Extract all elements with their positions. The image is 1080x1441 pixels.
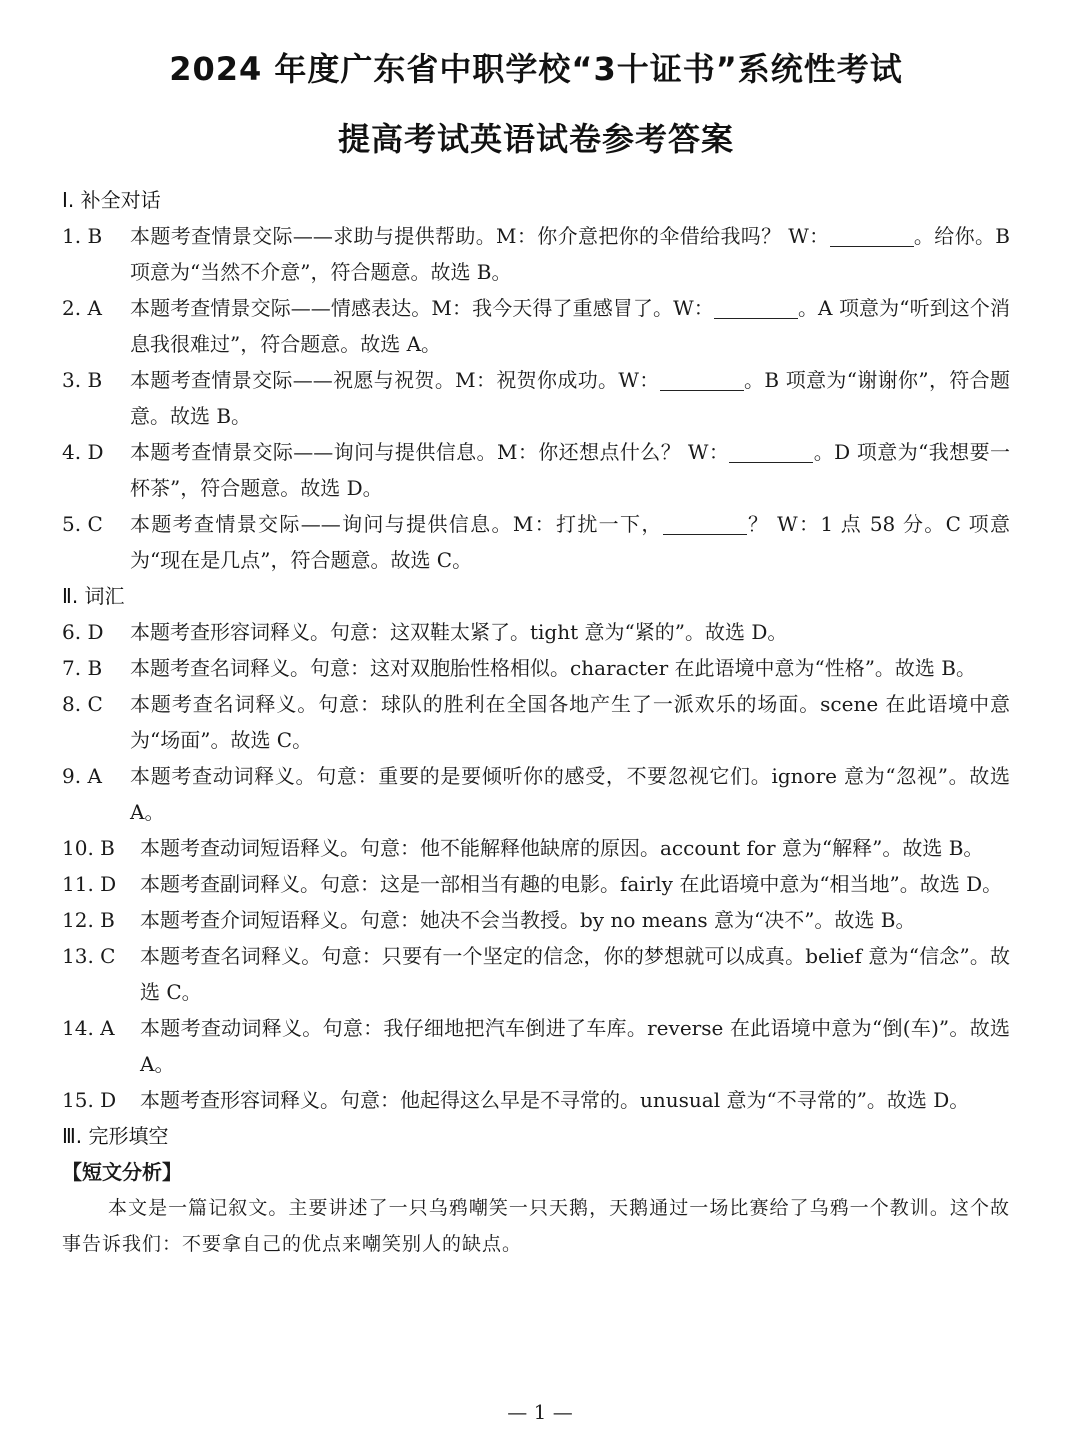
answer-text: 本题考查副词释义。句意：这是一部相当有趣的电影。fairly 在此语境中意为“相当地”。故选 D。 [140,872,1003,896]
answer-number: 2. A [62,296,102,320]
answer-number: 4. D [62,440,104,464]
section-heading-cloze: Ⅲ. 完形填空 [62,1124,169,1148]
answer-number: 6. D [62,620,104,644]
answer-text: 本题考查动词释义。句意：我仔细地把汽车倒进了车库。reverse 在此语境中意为“倒(车)”。故选 A。 [140,1016,1010,1076]
answer-text: 本题考查情景交际——情感表达。M：我今天得了重感冒了。W： [130,296,714,320]
answer-text: 本题考查形容词释义。句意：这双鞋太紧了。tight 意为“紧的”。故选 D。 [130,620,788,644]
answer-text: 本题考查情景交际——求助与提供帮助。M：你介意把你的伞借给我吗？ W： [130,224,830,248]
answer-number: 1. B [62,224,103,248]
answer-item-13 [62,938,1010,1010]
answer-text-cont: 。A 项意为“听到这个消息我很难过”，符合题意。故选 A。 [130,296,1010,356]
answer-item-5 [62,506,1010,578]
answer-item-10 [62,830,1010,866]
fill-blank [660,370,744,391]
dialogue-answers [62,218,1010,578]
answer-text: 本题考查名词释义。句意：这对双胞胎性格相似。character 在此语境中意为“性格”。故选 B。 [130,656,976,680]
answer-text: 本题考查形容词释义。句意：他起得这么早是不寻常的。unusual 意为“不寻常的”。故选 D。 [140,1088,970,1112]
section-heading-vocabulary: Ⅱ. 词汇 [62,584,125,608]
answer-item-2 [62,290,1010,362]
answer-number: 15. D [62,1088,117,1112]
answer-text-cont: ？ W：1 点 58 分。C 项意为“现在是几点”，符合题意。故选 C。 [130,512,1010,572]
answer-number: 9. A [62,764,102,788]
answer-text: 本题考查名词释义。句意：只要有一个坚定的信念，你的梦想就可以成真。belief 意为“信念”。故选 C。 [140,944,1010,1004]
answer-item-12 [62,902,1010,938]
answer-item-3 [62,362,1010,434]
document-title-line1: 2024 年度广东省中职学校“3十证书”系统性考试 [169,50,903,88]
answer-item-15 [62,1082,1010,1118]
page-number: — 1 — [507,1400,573,1424]
answer-number: 13. C [62,944,116,968]
answer-text: 本题考查情景交际——祝愿与祝贺。M：祝贺你成功。W： [130,368,660,392]
answer-item-9 [62,758,1010,830]
answer-item-8 [62,686,1010,758]
answer-text: 本题考查名词释义。句意：球队的胜利在全国各地产生了一派欢乐的场面。scene 在此语境中意为“场面”。故选 C。 [130,692,1010,752]
answer-number: 8. C [62,692,103,716]
answer-text: 本题考查动词短语释义。句意：他不能解释他缺席的原因。account for 意为“解释”。故选 B。 [140,836,984,860]
answer-item-11 [62,866,1010,902]
analysis-heading: 【短文分析】 [62,1160,182,1184]
answer-number: 10. B [62,836,115,860]
fill-blank [714,298,798,319]
fill-blank [663,514,747,535]
answer-text-cont: 。给你。B 项意为“当然不介意”，符合题意。故选 B。 [130,224,1010,284]
answer-item-4 [62,434,1010,506]
answer-number: 14. A [62,1016,115,1040]
answer-number: 7. B [62,656,103,680]
answer-item-7 [62,650,1010,686]
answer-text: 本题考查情景交际——询问与提供信息。M：打扰一下， [130,512,663,536]
answer-item-1 [62,218,1010,290]
fill-blank [830,226,914,247]
answer-number: 12. B [62,908,115,932]
answer-text-cont: 。D 项意为“我想要一杯茶”，符合题意。故选 D。 [130,440,1010,500]
section-heading-dialogue: Ⅰ. 补全对话 [62,188,161,212]
vocabulary-answers [62,614,1010,1118]
answer-text-cont: 。B 项意为“谢谢你”，符合题意。故选 B。 [130,368,1010,428]
answer-text: 本题考查情景交际——询问与提供信息。M：你还想点什么？ W： [130,440,730,464]
answer-number: 5. C [62,512,103,536]
fill-blank [729,442,813,463]
document-title-line2: 提高考试英语试卷参考答案 [337,120,734,158]
answer-number: 11. D [62,872,117,896]
answer-item-14 [62,1010,1010,1082]
answer-number: 3. B [62,368,103,392]
analysis-paragraph: 本文是一篇记叙文。主要讲述了一只乌鸦嘲笑一只天鹅，天鹅通过一场比赛给了乌鸦一个教训。这个故事告诉我们：不要拿自己的优点来嘲笑别人的缺点。 [62,1197,1010,1255]
answer-text: 本题考查动词释义。句意：重要的是要倾听你的感受，不要忽视它们。ignore 意为“忽视”。故选 A。 [130,764,1010,824]
answer-text: 本题考查介词短语释义。句意：她决不会当教授。by no means 意为“决不”。故选 B。 [140,908,916,932]
answer-item-6 [62,614,1010,650]
